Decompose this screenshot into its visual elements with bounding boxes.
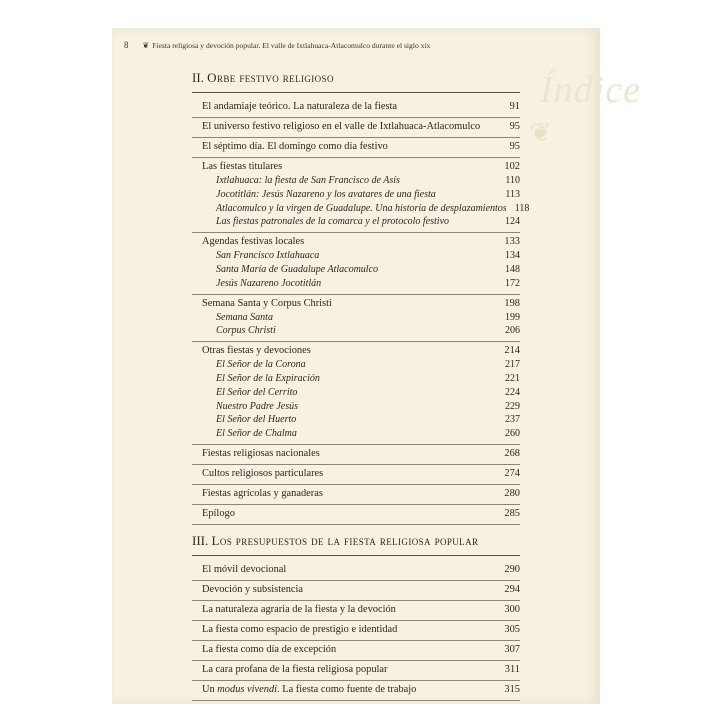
subentry-page-number: 237 <box>505 414 520 426</box>
entry-title: La fiesta como día de excepción <box>202 643 337 655</box>
subentry-page-number: 229 <box>505 400 520 412</box>
toc-entry <box>202 487 520 501</box>
subentry-page-number: 199 <box>505 311 520 323</box>
entry-title: El móvil devocional <box>202 563 287 575</box>
entry-title: Las fiestas titulares <box>202 161 283 172</box>
subentry-page-number: 110 <box>505 175 520 186</box>
subentry-title: Santa María de Guadalupe Atlacomulco <box>216 263 379 275</box>
entry-title: Semana Santa y Corpus Christi <box>202 297 332 309</box>
subentry-title: El Señor de la Corona <box>216 359 306 371</box>
toc-group <box>192 641 520 661</box>
entry-title: Otras fiestas y devociones <box>202 345 311 357</box>
entry-page-number: 300 <box>504 603 520 615</box>
subentry-page-number: 172 <box>505 277 520 289</box>
toc-group <box>192 465 520 485</box>
toc-entry <box>202 447 520 461</box>
toc-group <box>192 98 520 118</box>
toc-group <box>192 681 520 701</box>
section-title: Los presupuestos de la fiesta religiosa popular <box>211 532 479 548</box>
toc-entry <box>202 683 520 697</box>
toc-subentry <box>202 324 520 338</box>
toc-entry <box>202 563 520 577</box>
toc-subentry <box>202 413 520 427</box>
toc-subentry <box>202 202 530 216</box>
entry-title: La fiesta como espacio de prestigio e identidad <box>202 623 398 635</box>
toc-entry <box>202 344 520 358</box>
toc-group <box>192 505 520 525</box>
entry-page-number: 311 <box>504 663 520 675</box>
section-heading-3 <box>192 533 520 556</box>
toc-entry <box>202 507 520 521</box>
toc-subentry <box>202 174 520 188</box>
toc-subentry <box>202 263 520 277</box>
toc-subentry <box>202 400 520 414</box>
toc-group <box>192 661 520 681</box>
subentry-title: Corpus Christi <box>216 325 276 337</box>
entry-title: Fiestas agrícolas y ganaderas <box>202 487 323 499</box>
toc-entry <box>202 663 520 677</box>
toc-group <box>192 295 520 343</box>
bleed-through-heading: Índice <box>540 69 641 111</box>
subentry-title: El Señor del Cerrito <box>216 386 298 398</box>
entry-title: El universo festivo religioso en el valle de Ixtlahuaca-Atlacomulco <box>202 121 481 132</box>
toc-group <box>192 233 520 294</box>
subentry-page-number: 124 <box>505 216 520 228</box>
toc-subentry <box>202 249 520 263</box>
entry-title: Fiestas religiosas nacionales <box>202 447 320 459</box>
toc-entry <box>202 100 520 114</box>
toc-entry <box>202 120 520 134</box>
entry-page-number: 198 <box>504 297 520 309</box>
subentry-page-number: 113 <box>505 188 520 200</box>
section-title: Orbe festivo religioso <box>207 70 334 85</box>
toc-group <box>192 342 520 445</box>
entry-title: Devoción y subsistencia <box>202 583 303 595</box>
page-number: 8 <box>124 40 129 50</box>
entry-page-number: 305 <box>504 623 520 635</box>
subentry-page-number: 148 <box>505 263 520 275</box>
toc-entry <box>202 467 520 481</box>
section-2-entries <box>192 98 530 525</box>
entry-page-number: 294 <box>504 583 520 595</box>
emphasized-phrase: modus vivendi <box>217 683 278 695</box>
toc-group <box>192 621 520 641</box>
entry-page-number: 307 <box>504 643 520 655</box>
toc-subentry <box>202 427 520 441</box>
entry-title: Un modus vivendi. La fiesta como fuente de trabajo <box>202 683 417 695</box>
toc-group <box>192 601 520 621</box>
entry-page-number: 315 <box>504 683 520 695</box>
toc-entry <box>202 140 520 154</box>
subentry-page-number: 134 <box>505 250 520 262</box>
toc-entry <box>202 643 520 657</box>
table-of-contents <box>192 70 530 701</box>
toc-entry <box>202 623 520 637</box>
toc-subentry <box>202 277 520 291</box>
toc-group <box>192 445 520 465</box>
entry-page-number: 268 <box>504 447 520 459</box>
subentry-title: El Señor de Chalma <box>216 428 297 440</box>
entry-page-number: 285 <box>504 507 520 519</box>
subentry-page-number: 206 <box>505 325 520 337</box>
toc-entry <box>202 583 520 597</box>
toc-group <box>192 158 530 233</box>
toc-subentry <box>202 358 520 372</box>
toc-group <box>192 581 520 601</box>
toc-entry <box>202 235 520 249</box>
entry-title: Epílogo <box>202 507 235 519</box>
section-numeral: II. <box>192 70 204 85</box>
entry-title: El séptimo día. El domingo como día festivo <box>202 141 388 152</box>
subentry-title: Ixtlahuaca: la fiesta de San Francisco de Asís <box>216 175 400 186</box>
entry-title: La cara profana de la fiesta religiosa popular <box>202 663 388 675</box>
section-heading-2 <box>192 70 520 93</box>
entry-title: Cultos religiosos particulares <box>202 467 324 479</box>
toc-group <box>192 561 520 581</box>
subentry-title: Nuestro Padre Jesús <box>216 400 299 412</box>
subentry-title: El Señor del Huerto <box>216 414 297 426</box>
entry-page-number: 133 <box>504 236 520 248</box>
subentry-page-number: 224 <box>505 386 520 398</box>
toc-group <box>192 485 520 505</box>
toc-subentry <box>202 215 520 229</box>
toc-subentry <box>202 188 520 202</box>
bleed-through-leaf-icon: ❦ <box>530 118 552 147</box>
entry-title: La naturaleza agraria de la fiesta y la devoción <box>202 603 396 615</box>
toc-subentry <box>202 386 520 400</box>
running-head <box>124 40 430 50</box>
toc-group <box>192 138 520 158</box>
toc-entry <box>202 160 520 174</box>
subentry-title: Jesús Nazareno Jocotitlán <box>216 277 322 289</box>
section-numeral: III. <box>192 532 209 548</box>
subentry-page-number: 260 <box>505 428 520 440</box>
entry-page-number: 274 <box>504 467 520 479</box>
subentry-title: Jocotitlán: Jesús Nazareno y los avatares de una fiesta <box>216 188 436 200</box>
toc-entry <box>202 297 520 311</box>
subentry-title: Las fiestas patronales de la comarca y el protocolo festivo <box>216 216 450 228</box>
entry-title: Agendas festivas locales <box>202 236 305 248</box>
entry-page-number: 91 <box>509 101 520 112</box>
subentry-page-number: 118 <box>514 202 530 214</box>
entry-page-number: 95 <box>509 121 520 132</box>
entry-page-number: 280 <box>504 487 520 499</box>
running-head-text: Fiesta religiosa y devoción popular. El valle de Ixtlahuaca-Atlacomulco durante el siglo xix <box>152 41 431 50</box>
subentry-title: El Señor de la Expiración <box>216 372 320 384</box>
entry-page-number: 214 <box>504 345 520 357</box>
subentry-title: Atlacomulco y la virgen de Guadalupe. Una historia de desplazamientos <box>216 202 507 214</box>
book-page <box>112 28 641 704</box>
subentry-title: San Francisco Ixtlahuaca <box>216 250 320 262</box>
toc-entry <box>202 603 520 617</box>
toc-group <box>192 118 520 138</box>
toc-subentry <box>202 311 520 325</box>
entry-title: El andamiaje teórico. La naturaleza de la fiesta <box>202 101 398 112</box>
subentry-page-number: 221 <box>505 372 520 384</box>
subentry-title: Semana Santa <box>216 311 273 323</box>
subentry-page-number: 217 <box>505 359 520 371</box>
entry-page-number: 290 <box>504 563 520 575</box>
toc-subentry <box>202 372 520 386</box>
leaf-ornament-icon: ❦ <box>142 41 150 50</box>
entry-page-number: 102 <box>504 161 520 172</box>
entry-page-number: 95 <box>509 141 520 152</box>
section-3-entries <box>192 561 520 701</box>
